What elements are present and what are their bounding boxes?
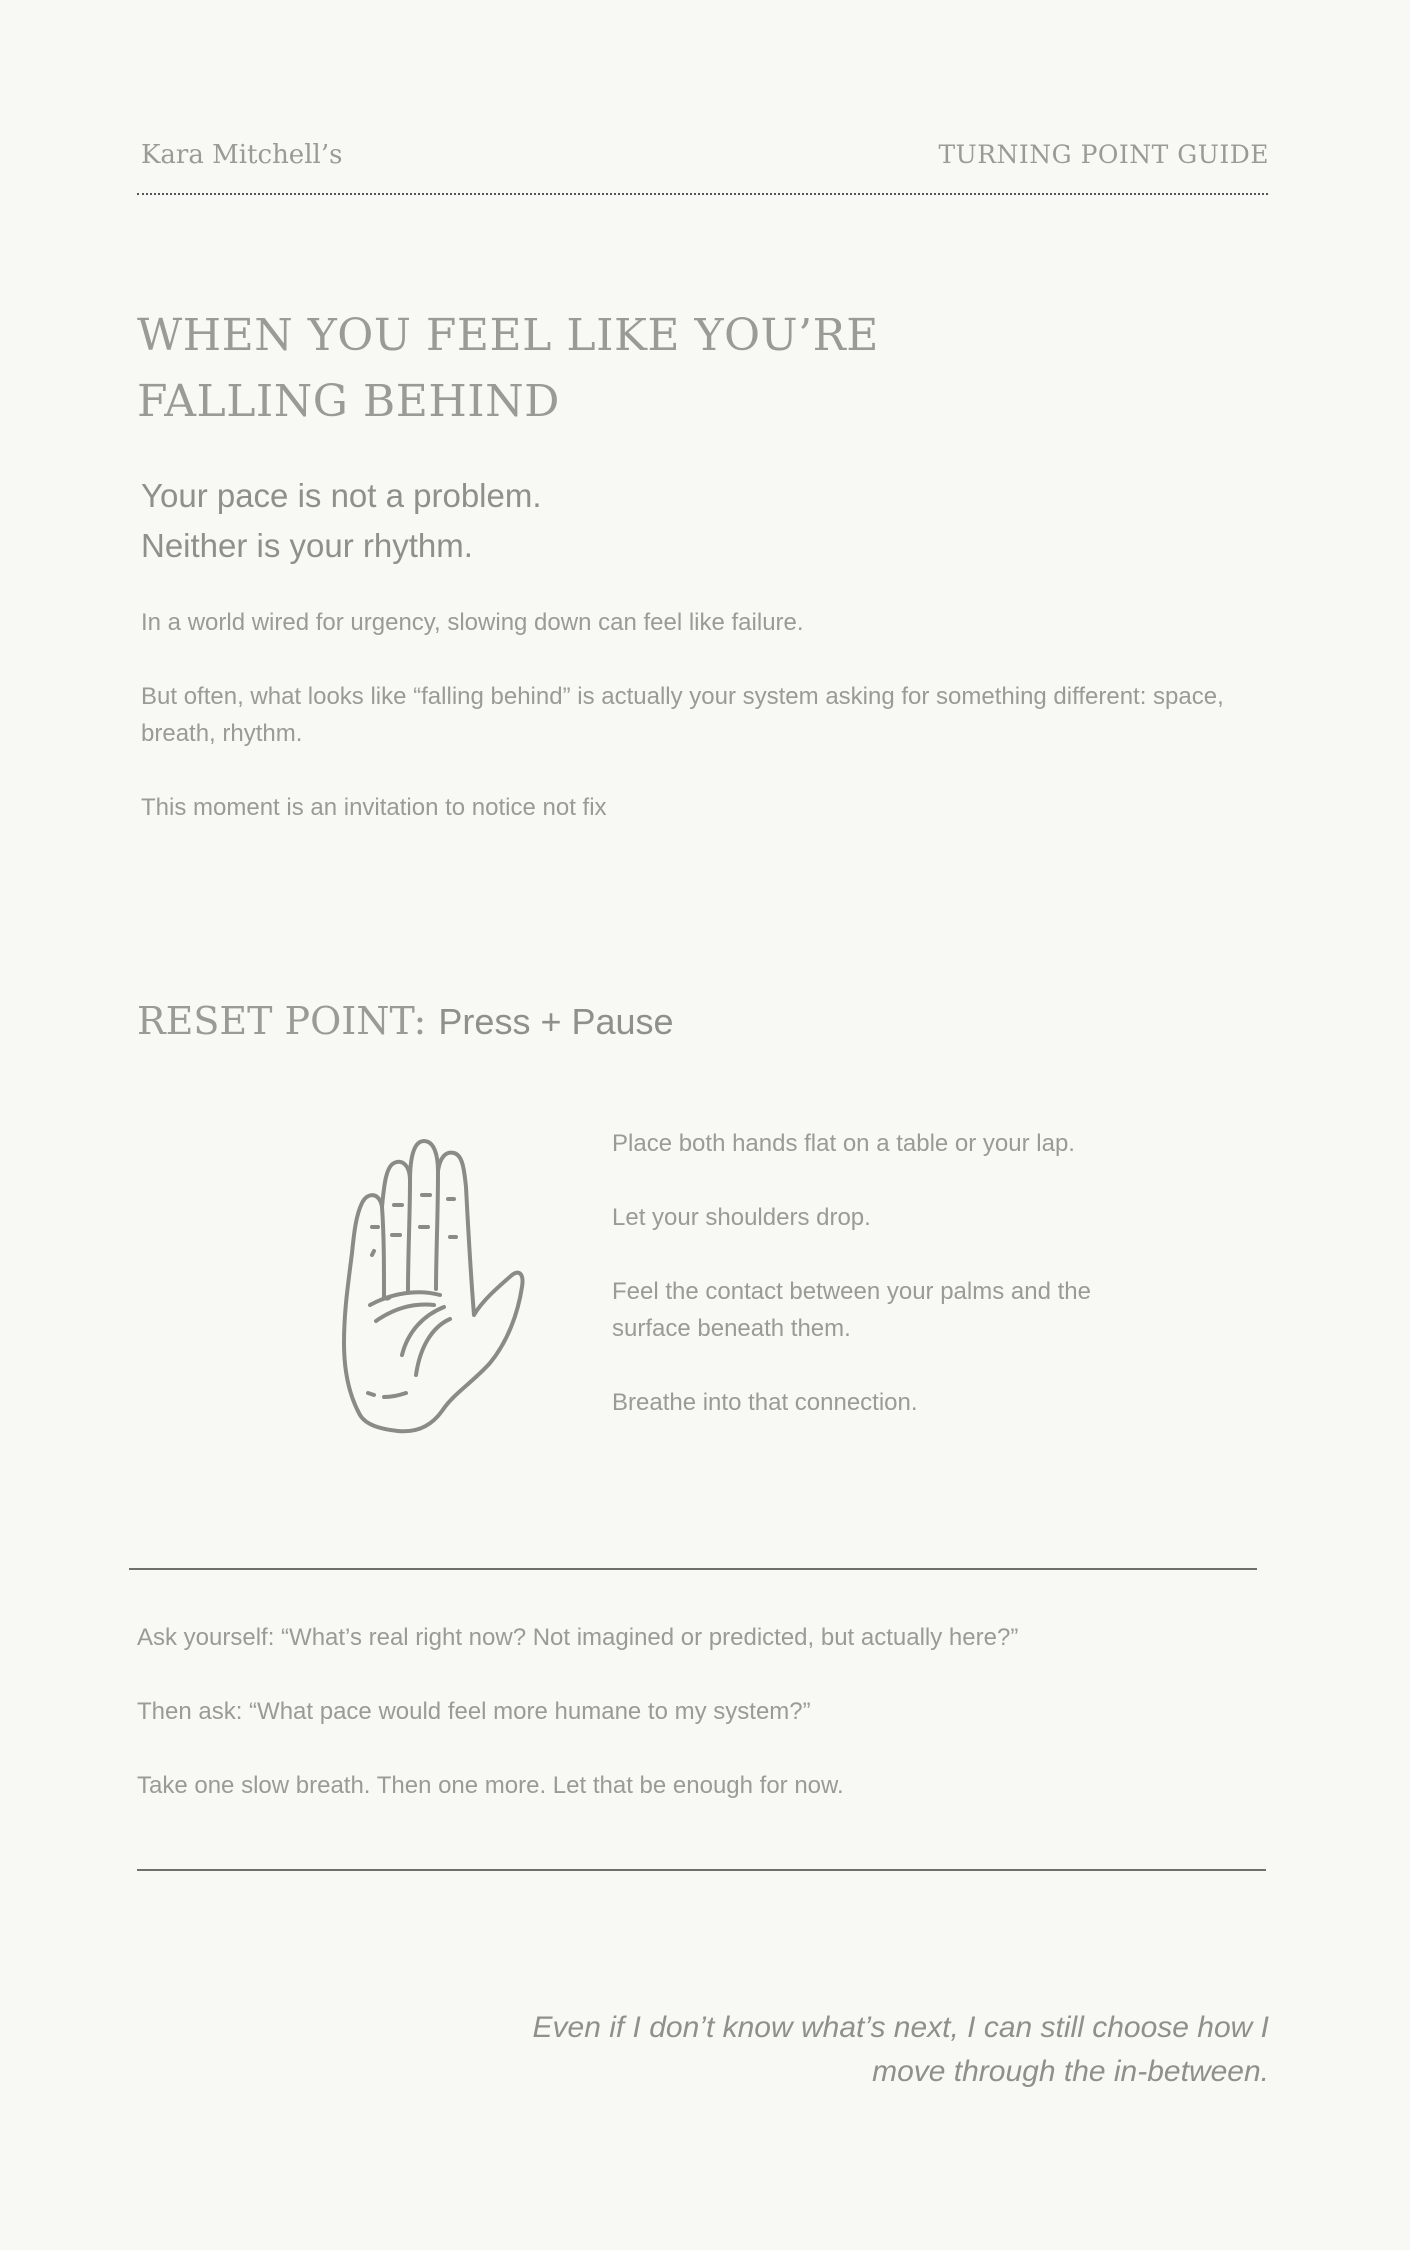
intro-paragraph-2: But often, what looks like “falling behind” is actually your system asking for something different: space, breath, rhythm. <box>141 683 1224 747</box>
reflection-instruction: Take one slow breath. Then one more. Let that be enough for now. <box>137 1772 844 1799</box>
reset-point-name: Press + Pause <box>438 1001 674 1042</box>
intro-paragraph-1: In a world wired for urgency, slowing down can feel like failure. <box>141 609 804 636</box>
closing-line-1: Even if I don’t know what’s next, I can still choose how I <box>532 2011 1269 2044</box>
reset-point-heading <box>137 999 674 1043</box>
reflection-question-2: Then ask: “What pace would feel more humane to my system?” <box>137 1698 811 1725</box>
closing-line-2: move through the in-between. <box>872 2055 1269 2088</box>
reset-step: Feel the contact between your palms and the surface beneath them. <box>612 1278 1091 1342</box>
reset-step: Breathe into that connection. <box>612 1389 918 1416</box>
section-divider <box>129 1568 1257 1570</box>
intro-paragraph-3: This moment is an invitation to notice not fix <box>141 794 607 821</box>
subheading <box>141 471 542 571</box>
section-divider-bottom <box>137 1869 1266 1871</box>
subheading-line-2: Neither is your rhythm. <box>141 527 473 564</box>
author-name: Kara Mitchell’s <box>141 140 343 170</box>
reset-step: Place both hands flat on a table or your lap. <box>612 1130 1075 1157</box>
reset-steps <box>612 1125 1172 1458</box>
page-title-line-2: FALLING BEHIND <box>137 376 560 427</box>
reset-step: Let your shoulders drop. <box>612 1204 871 1231</box>
closing-affirmation <box>469 2006 1269 2094</box>
reset-point-label: RESET POINT: <box>137 999 427 1043</box>
reflection-question-1: Ask yourself: “What’s real right now? Not imagined or predicted, but actually here?” <box>137 1624 1019 1651</box>
page-title <box>137 303 1037 435</box>
guide-label: TURNING POINT GUIDE <box>938 140 1269 169</box>
page-title-line-1: WHEN YOU FEEL LIKE YOU’RE <box>137 310 879 361</box>
subheading-line-1: Your pace is not a problem. <box>141 477 542 514</box>
hand-palm-icon <box>322 1135 532 1435</box>
header-divider <box>137 193 1268 195</box>
